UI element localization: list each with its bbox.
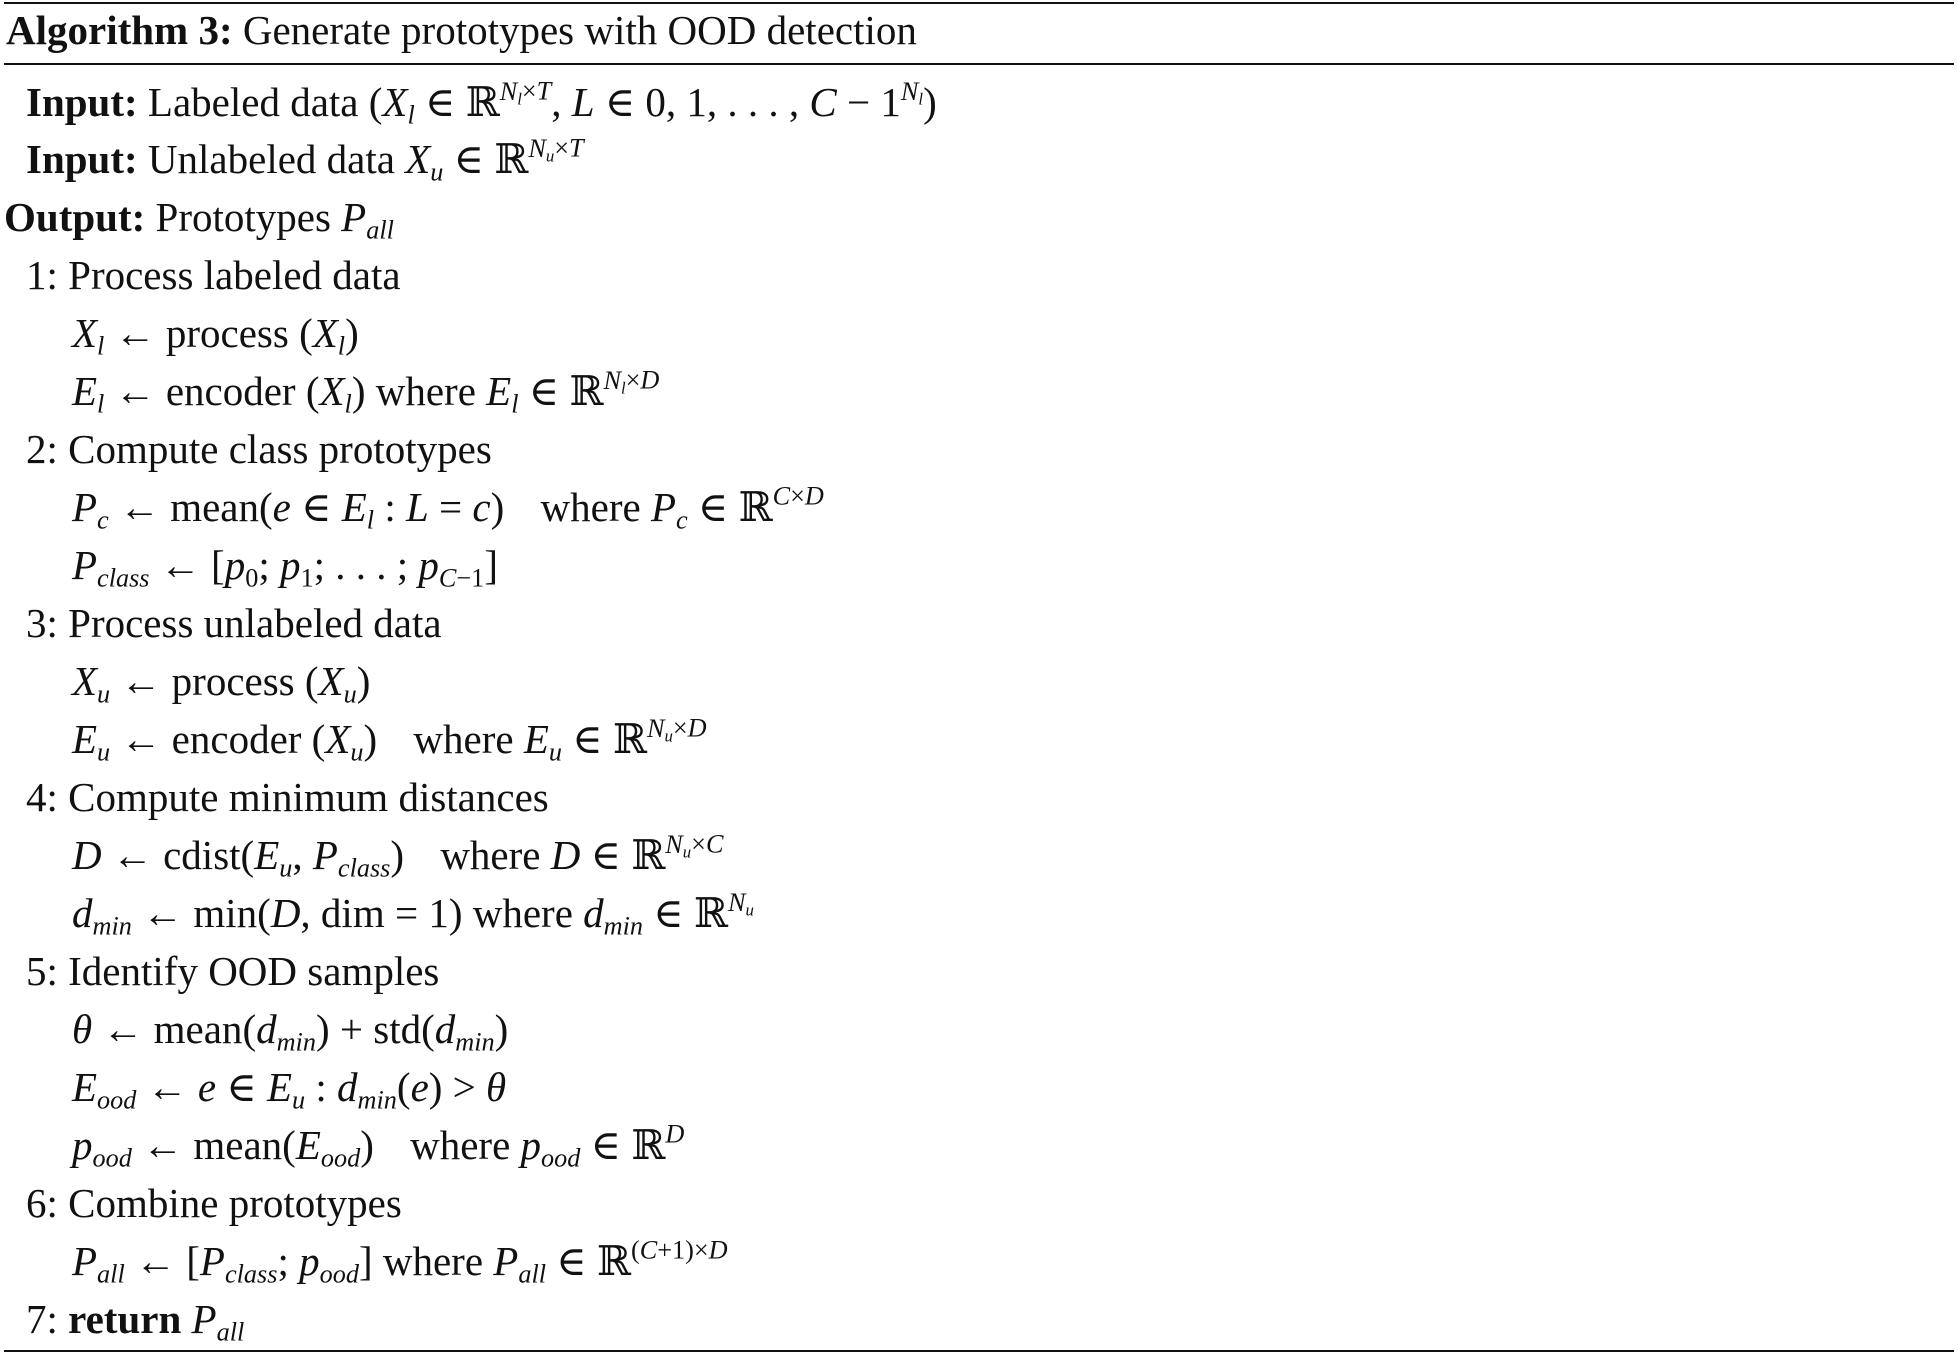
step-2-heading	[26, 426, 492, 472]
algorithm-header	[6, 7, 917, 53]
step-title: Process unlabeled data	[68, 600, 442, 646]
step-5-heading	[26, 948, 440, 994]
mean-word: mean	[170, 484, 259, 530]
step-6-heading	[26, 1180, 402, 1226]
where-word: where	[413, 716, 514, 762]
step-7-line	[26, 1296, 245, 1347]
std-word: std	[373, 1006, 422, 1052]
process-word: process	[171, 658, 295, 704]
input-keyword: Input:	[26, 79, 138, 125]
step-4-line-2: $d_{min}$ ← min(D, dim = 1) where $d_{min}$ ∈ ℝ$^{N_u}$	[72, 887, 754, 941]
algorithm-title: Generate prototypes with OOD detection	[242, 7, 917, 53]
step-6-line-1: $P_{all}$ ← [$P_{class}$; $p_{ood}$] where $P_{all}$ ∈ ℝ$^{(C+1)\times D}$	[72, 1235, 728, 1289]
step-3-heading	[26, 600, 442, 646]
step-3-line-1: $X_u$ ← process $(X_u)$	[72, 658, 371, 709]
where-word: where	[540, 484, 641, 530]
step-title: Combine prototypes	[68, 1180, 402, 1226]
step-4-heading	[26, 774, 549, 820]
where-word: where	[410, 1122, 511, 1168]
encoder-word: encoder	[171, 716, 302, 762]
mean-word: mean	[193, 1122, 283, 1168]
step-1-line-2: $E_l$ ← encoder $(X_l)$ where $E_l$ ∈ ℝ$^{N_l\times D}$	[72, 365, 660, 419]
process-word: process	[165, 310, 289, 356]
input-unlabeled-text: Unlabeled data	[147, 136, 395, 182]
output-math: $P_{all}$	[341, 194, 394, 245]
where-word: where	[472, 890, 573, 936]
step-5-line-2: $E_{ood}$ ← e ∈ $E_u$ : $d_{min}(e) > \theta$	[72, 1064, 507, 1115]
step-number: 2:	[26, 426, 58, 472]
step-3-line-2: $E_u$ ← encoder $(X_u)$ where $E_u$ ∈ ℝ$^{N_u\times D}$	[72, 713, 707, 767]
step-2-line-1: $P_c$ ← mean(e ∈ $E_l$ : L = c) where $P_c$ ∈ ℝ$^{C\times D}$	[72, 481, 824, 535]
step-number: 5:	[26, 948, 58, 994]
header-rule	[4, 63, 1954, 65]
step-2-line-2: $P_{class}$ ← [$p_0$; $p_1$; . . . ; $p_{C-1}$]	[72, 542, 498, 593]
step-title: Identify OOD samples	[68, 948, 440, 994]
input-keyword: Input:	[26, 136, 138, 182]
input-unlabeled-math: $X_u$ ∈ ℝ$^{N_u\times T}$	[405, 133, 584, 187]
top-rule	[4, 2, 1954, 4]
step-number: 4:	[26, 774, 58, 820]
step-number: 3:	[26, 600, 58, 646]
bottom-rule	[4, 1350, 1954, 1352]
where-word: where	[375, 368, 476, 414]
input-labeled-line	[26, 76, 937, 130]
step-1-line-1: $X_l$ ← process $(X_l)$	[72, 310, 359, 361]
where-word: where	[382, 1238, 484, 1284]
step-title: Process labeled data	[68, 252, 401, 298]
algorithm-label: Algorithm 3:	[6, 7, 233, 53]
step-title: Compute class prototypes	[68, 426, 492, 472]
where-word: where	[440, 832, 541, 878]
step-5-line-3: $p_{ood}$ ← $mean(E_{ood})$ where $p_{ood}$ ∈ ℝ$^D$	[72, 1119, 685, 1173]
return-value: $P_{all}$	[191, 1296, 245, 1347]
step-number: 6:	[26, 1180, 58, 1226]
step-1-heading	[26, 252, 401, 298]
step-number: 7:	[26, 1296, 58, 1342]
dim-word: dim	[320, 890, 385, 936]
step-4-line-1: D ← $cdist(E_u$, $P_{class}$) where D ∈ ℝ$^{N_u\times C}$	[72, 829, 724, 883]
return-keyword: return	[68, 1296, 182, 1342]
input-labeled-text: Labeled data	[147, 79, 359, 125]
output-keyword: Output:	[4, 194, 146, 240]
input-unlabeled-line	[26, 133, 584, 187]
step-5-line-1: θ ← $mean(d_{min}) + std(d_{min})$	[72, 1006, 509, 1057]
min-word: min	[193, 890, 258, 936]
input-labeled-math: ($X_l$ ∈ ℝ$^{N_l\times T}$, L ∈ 0, 1, . . . , $C - 1^{N_l}$)	[368, 76, 937, 130]
output-text: Prototypes	[155, 194, 331, 240]
output-line	[4, 194, 394, 245]
encoder-word: encoder	[165, 368, 296, 414]
cdist-word: cdist	[163, 832, 241, 878]
mean-word: mean	[153, 1006, 243, 1052]
step-title: Compute minimum distances	[68, 774, 549, 820]
step-number: 1:	[26, 252, 58, 298]
